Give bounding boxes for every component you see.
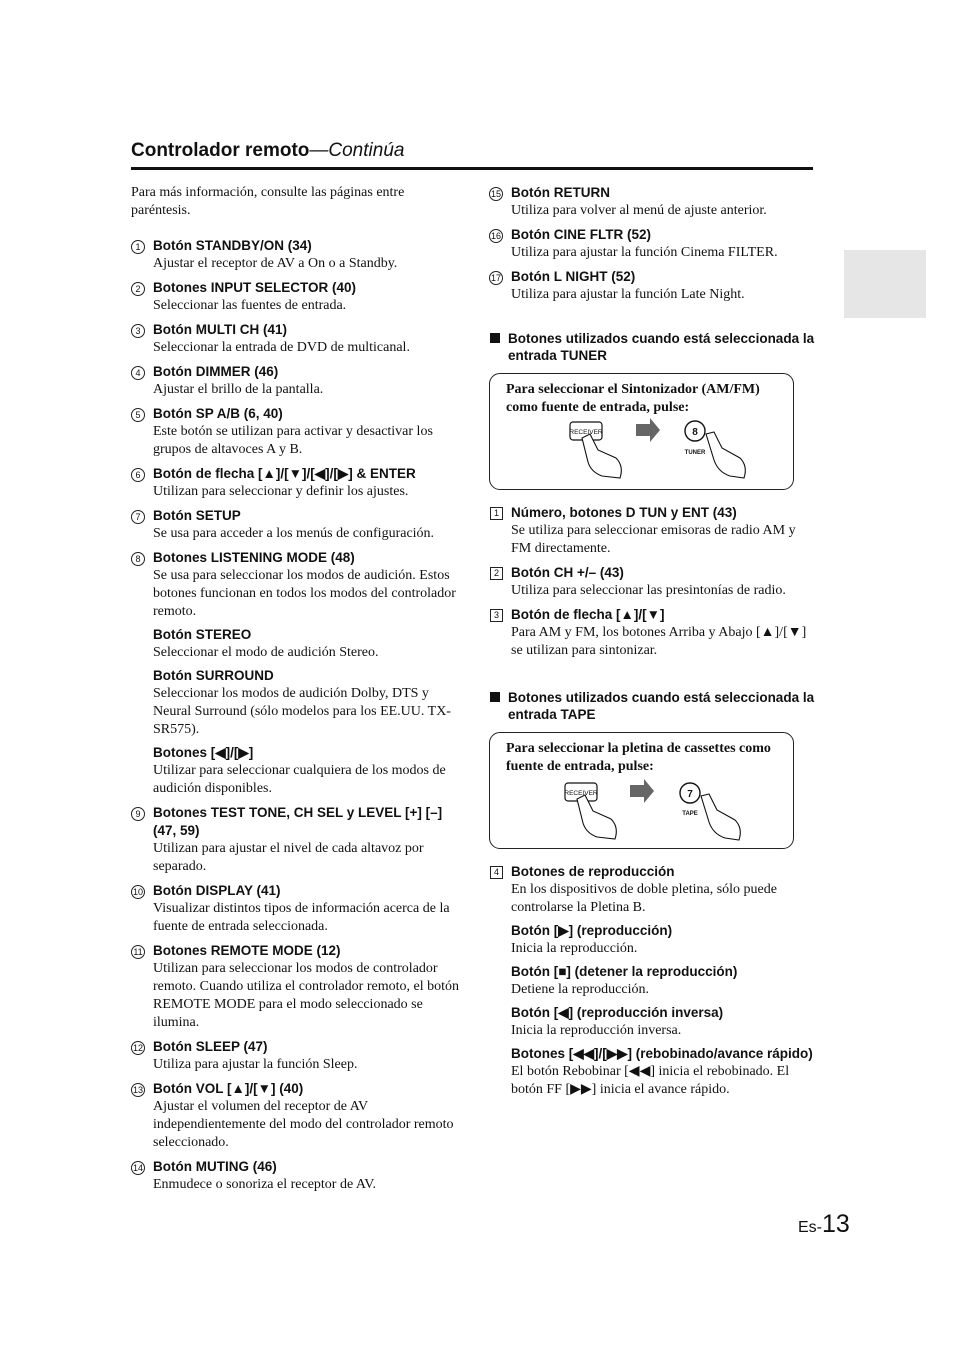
item-muting — [131, 1158, 461, 1194]
item-desc: Seleccionar las fuentes de entrada. — [153, 298, 347, 313]
item-standby — [131, 237, 461, 273]
intro-text: Para más información, consulte las páginas entre paréntesis. — [131, 185, 405, 218]
item-title: Botones TEST TONE, CH SEL y LEVEL [+] [–] (47, 59) — [153, 805, 443, 838]
sub-item-desc: Utilizar para seleccionar cualquiera de los modos de audición disponibles. — [153, 763, 446, 796]
item-number: 11 — [131, 945, 145, 959]
item-desc: Utilizan para ajustar el nivel de cada altavoz por separado. — [153, 841, 424, 874]
sub-item-rew-ff — [511, 1045, 817, 1099]
item-arrow-enter — [131, 465, 461, 501]
receiver-button-icon — [564, 783, 616, 839]
receiver-button-icon — [569, 422, 621, 478]
item-number: 1 — [490, 507, 503, 520]
item-number: 3 — [131, 324, 145, 338]
tuner-button-label: TUNER — [684, 450, 706, 456]
item-title: Botón SP A/B (6, 40) — [153, 406, 283, 421]
item-desc: Utiliza para ajustar la función Sleep. — [153, 1057, 358, 1072]
tape-instruction-box — [489, 732, 794, 849]
item-number: 10 — [132, 887, 143, 897]
item-desc: Utiliza para ajustar la función Cinema FILTER. — [511, 245, 778, 260]
receiver-label: RECEIVER — [569, 429, 603, 436]
item-title: Botón MUTING (46) — [153, 1159, 277, 1174]
item-cine-fltr — [489, 226, 817, 262]
sub-item-title: Botones [◀]/[▶] — [153, 745, 254, 760]
item-number: 12 — [132, 1043, 143, 1053]
item-desc: Se usa para acceder a los menús de configuración. — [153, 526, 435, 541]
page-number-value: 13 — [822, 1210, 850, 1238]
item-sp-ab — [131, 405, 461, 459]
item-display — [131, 882, 461, 936]
sub-item-desc: Seleccionar los modos de audición Dolby, DTS y Neural Surround (sólo modelos para los EE.UU. TX-SR575). — [153, 686, 451, 737]
item-desc: Se utiliza para seleccionar emisoras de radio AM y FM directamente. — [511, 523, 796, 556]
item-number: 4 — [490, 866, 503, 879]
item-title: Botón DISPLAY (41) — [153, 883, 281, 898]
item-multi-ch — [131, 321, 461, 357]
item-tuner-number — [489, 504, 817, 558]
item-return — [489, 184, 817, 220]
item-remote-mode — [131, 942, 461, 1032]
item-number: 17 — [490, 273, 501, 283]
sub-item-title: Botón [▶] (reproducción) — [511, 923, 673, 938]
item-title: Botón SETUP — [153, 508, 241, 523]
sub-item-left-right — [153, 744, 461, 798]
tape-button-label: TAPE — [682, 811, 698, 817]
item-title: Botones INPUT SELECTOR (40) — [153, 280, 357, 295]
item-number: 14 — [132, 1163, 143, 1173]
page-header — [131, 140, 813, 170]
item-number: 8 — [131, 552, 145, 566]
item-number: 16 — [490, 231, 501, 241]
tuner-button-icon — [685, 421, 746, 478]
item-number: 3 — [490, 609, 503, 622]
item-dimmer — [131, 363, 461, 399]
right-column — [489, 184, 817, 1105]
sub-item-desc: El botón Rebobinar [◀◀] inicia el rebobinado. El botón FF [▶▶] inicia el avance rápido. — [511, 1064, 790, 1097]
item-sleep — [131, 1038, 461, 1074]
item-title: Número, botones D TUN y ENT (43) — [511, 505, 737, 520]
box-text: Para seleccionar el Sintonizador (AM/FM) como fuente de entrada, pulse: — [506, 382, 760, 415]
item-title: Botón L NIGHT (52) — [511, 269, 636, 284]
item-l-night — [489, 268, 817, 304]
item-number: 1 — [131, 240, 145, 254]
item-desc: Ajustar el receptor de AV a On o a Standby. — [153, 256, 398, 271]
sub-item-stereo — [153, 626, 461, 662]
item-title: Botones REMOTE MODE (12) — [153, 943, 341, 958]
item-input-selector — [131, 279, 461, 315]
sub-item-title: Botón [■] (detener la reproducción) — [511, 964, 738, 979]
section-heading-text: Botones utilizados cuando está seleccionada la entrada TUNER — [508, 331, 815, 363]
arrow-right-icon — [630, 779, 654, 803]
sub-item-title: Botón [◀] (reproducción inversa) — [511, 1005, 724, 1020]
item-title: Botón DIMMER (46) — [153, 364, 279, 379]
item-desc: Seleccionar la entrada de DVD de multicanal. — [153, 340, 410, 355]
sub-item-desc: Seleccionar el modo de audición Stereo. — [153, 645, 379, 660]
item-setup — [131, 507, 461, 543]
tuner-button-number: 8 — [692, 427, 698, 438]
item-title: Botón RETURN — [511, 185, 610, 200]
item-number: 6 — [131, 468, 145, 482]
section-heading-text: Botones utilizados cuando está seleccionada la entrada TAPE — [508, 690, 815, 722]
item-title: Botón CINE FLTR (52) — [511, 227, 651, 242]
sub-item-reverse — [511, 1004, 817, 1040]
item-desc: Utiliza para ajustar la función Late Night. — [511, 287, 745, 302]
item-desc: Ajustar el volumen del receptor de AV independientemente del modo del controlador remoto seleccionado. — [153, 1099, 454, 1150]
page-prefix: Es- — [798, 1219, 822, 1236]
header-title: Controlador remoto — [131, 140, 310, 161]
arrow-right-icon — [636, 418, 660, 442]
item-desc: En los dispositivos de doble pletina, sólo puede controlarse la Pletina B. — [511, 882, 777, 915]
item-number: 15 — [490, 189, 501, 199]
item-title: Botones LISTENING MODE (48) — [153, 550, 355, 565]
item-title: Botón STANDBY/ON (34) — [153, 238, 312, 253]
item-desc: Para AM y FM, los botones Arriba y Abajo [▲]/[▼] se utilizan para sintonizar. — [511, 625, 807, 658]
sub-item-desc: Detiene la reproducción. — [511, 982, 649, 997]
item-desc: Enmudece o sonoriza el receptor de AV. — [153, 1177, 377, 1192]
sub-item-title: Botón STEREO — [153, 627, 252, 642]
item-desc: Utilizan para seleccionar y definir los ajustes. — [153, 484, 409, 499]
tape-button-number: 7 — [687, 789, 693, 800]
sub-item-surround — [153, 667, 461, 739]
sub-item-title: Botón SURROUND — [153, 668, 274, 683]
item-number: 2 — [131, 282, 145, 296]
item-tuner-ch — [489, 564, 817, 600]
item-desc: Ajustar el brillo de la pantalla. — [153, 382, 324, 397]
item-desc: Visualizar distintos tipos de información acerca de la fuente de entrada seleccionada. — [153, 901, 450, 934]
item-number: 9 — [131, 807, 145, 821]
item-number: 2 — [490, 567, 503, 580]
tuner-instruction-box — [489, 373, 794, 490]
header-continued: —Continúa — [309, 140, 405, 161]
item-number: 4 — [131, 366, 145, 380]
item-title: Botón SLEEP (47) — [153, 1039, 268, 1054]
item-desc: Este botón se utilizan para activar y desactivar los grupos de altavoces A y B. — [153, 424, 433, 457]
sub-item-title: Botones [◀◀]/[▶▶] (rebobinado/avance rápido) — [511, 1046, 813, 1061]
item-listening-mode — [131, 549, 461, 798]
item-title: Botón CH +/– (43) — [511, 565, 624, 580]
item-playback — [489, 863, 817, 1099]
item-number: 5 — [131, 408, 145, 422]
side-tab-marker — [844, 250, 926, 318]
box-text: Para seleccionar la pletina de cassettes como fuente de entrada, pulse: — [506, 741, 771, 774]
item-desc: Utiliza para volver al menú de ajuste anterior. — [511, 203, 767, 218]
tape-section-heading — [489, 689, 817, 723]
tape-button-icon — [680, 783, 740, 840]
sub-item-play — [511, 922, 817, 958]
item-desc: Se usa para seleccionar los modos de audición. Estos botones funcionan en todos los modos del controlador remoto. — [153, 568, 456, 619]
item-test-tone — [131, 804, 461, 876]
item-title: Botones de reproducción — [511, 864, 675, 879]
page-number — [798, 1210, 850, 1239]
item-number: 13 — [132, 1085, 143, 1095]
item-title: Botón VOL [▲]/[▼] (40) — [153, 1081, 304, 1096]
item-title: Botón MULTI CH (41) — [153, 322, 287, 337]
square-bullet-icon — [490, 333, 500, 343]
tuner-section-heading — [489, 330, 817, 364]
receiver-label: RECEIVER — [564, 790, 598, 797]
tape-press-illustration — [490, 773, 795, 849]
tuner-press-illustration — [490, 414, 795, 490]
item-desc: Utiliza para seleccionar las presintonías de radio. — [511, 583, 786, 598]
left-column — [131, 184, 461, 1200]
sub-item-desc: Inicia la reproducción inversa. — [511, 1023, 682, 1038]
sub-item-desc: Inicia la reproducción. — [511, 941, 638, 956]
item-title: Botón de flecha [▲]/[▼]/[◀]/[▶] & ENTER — [153, 466, 416, 481]
sub-item-stop — [511, 963, 817, 999]
item-desc: Utilizan para seleccionar los modos de controlador remoto. Cuando utiliza el controlador remoto, el botón REMOTE MODE para el modo seleccionado se ilumina. — [153, 961, 459, 1030]
item-title: Botón de flecha [▲]/[▼] — [511, 607, 665, 622]
item-vol — [131, 1080, 461, 1152]
item-number: 7 — [131, 510, 145, 524]
square-bullet-icon — [490, 692, 500, 702]
item-tuner-arrow — [489, 606, 817, 660]
